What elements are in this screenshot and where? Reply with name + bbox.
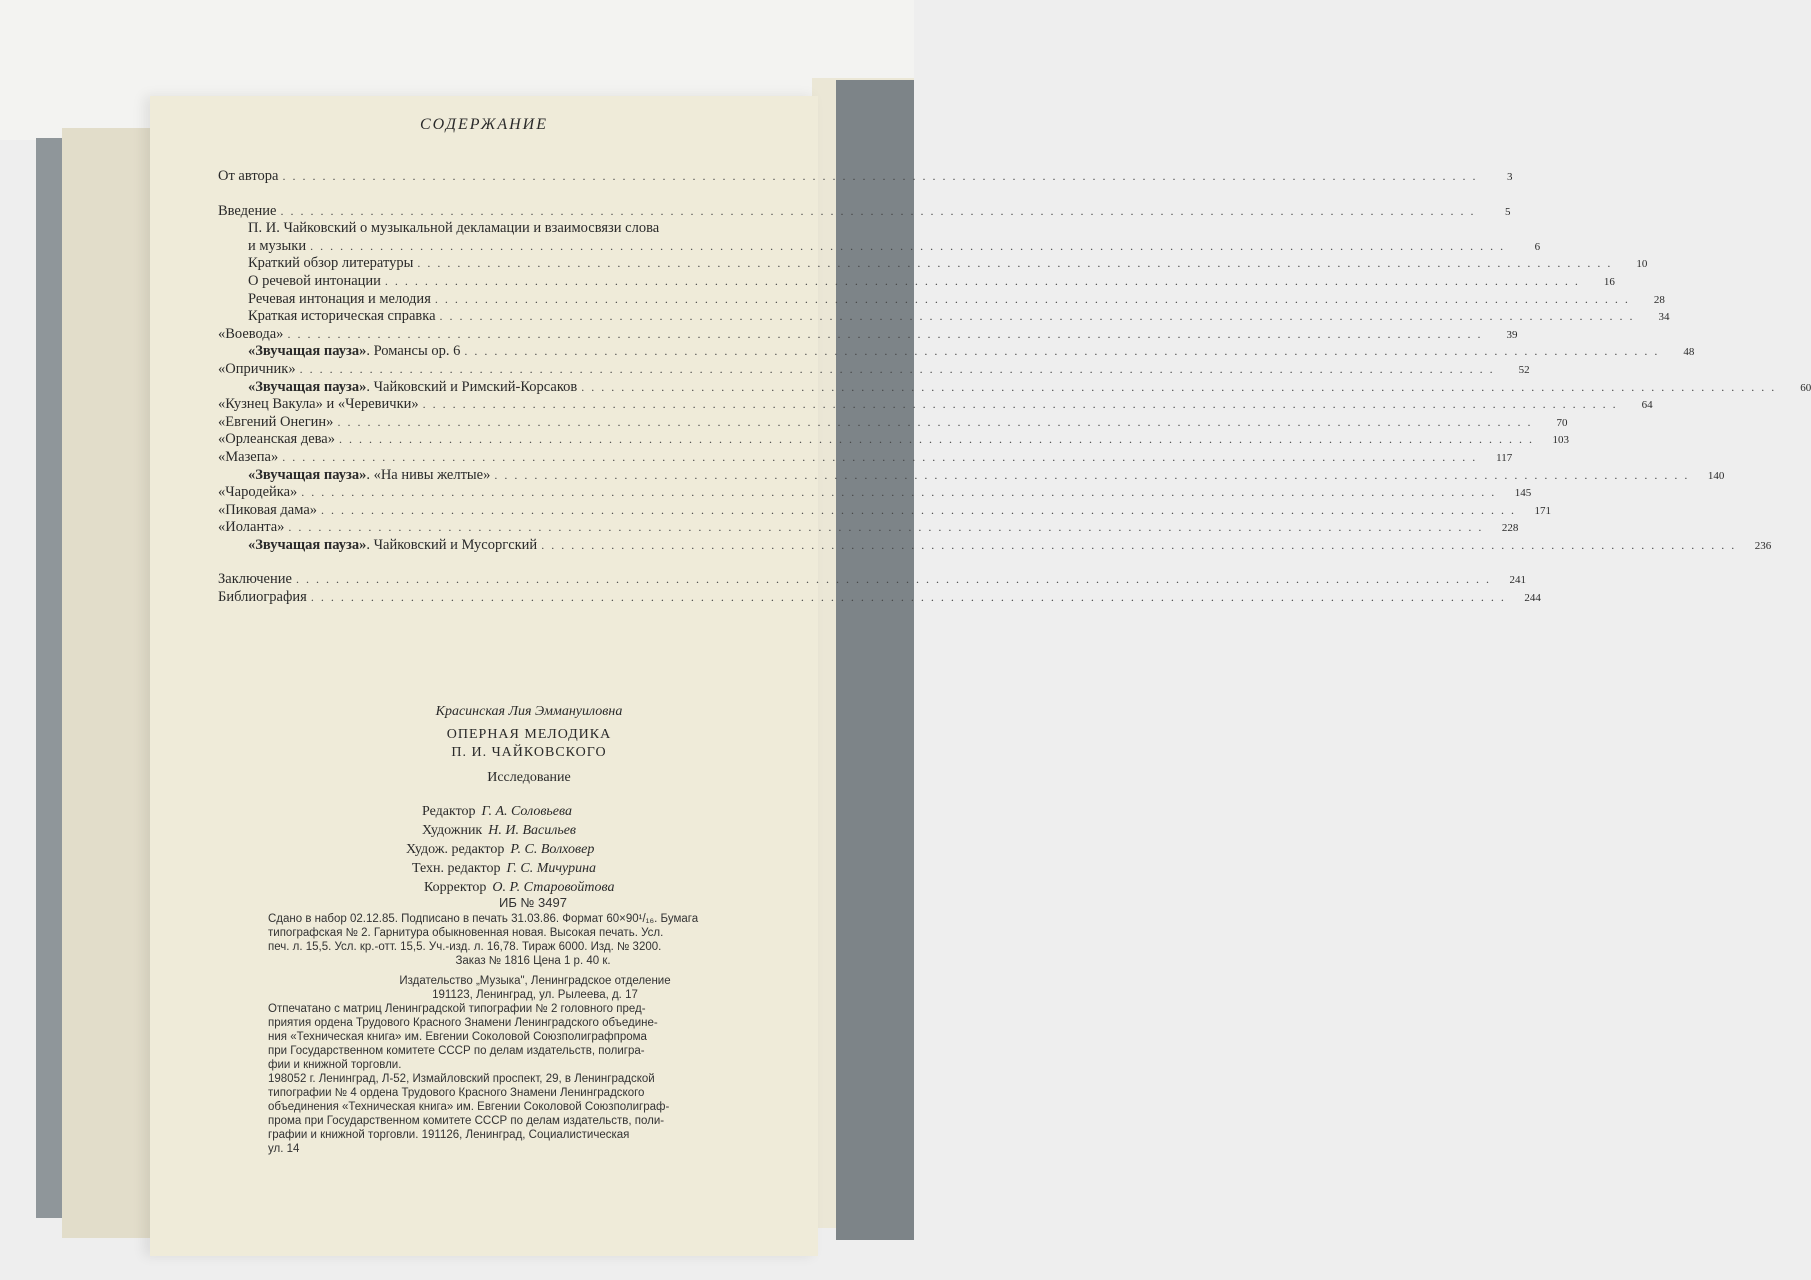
imprint-title-block [150,704,818,786]
publisher-line: 191123, Ленинград, ул. Рылеева, д. 17 [432,989,638,1001]
page-stack-edges [62,128,162,1238]
publisher-line: Издательство „Музыка", Ленинградское отделение [399,975,671,987]
toc-entry [218,519,1519,537]
toc-page-number: 64 [1641,399,1653,412]
toc-entry-title [218,220,659,238]
credits-list [406,802,806,897]
toc-entry-text: «Евгений Онегин» [218,413,334,430]
toc-entry-text: «Опричник» [218,360,296,377]
toc-leader-dots: ........................................................................................................................ [434,291,1635,306]
book-page [150,96,1811,1256]
print-info-line: печ. л. 15,5. Усл. кр.-отт. 15,5. Уч.-изд. л. 16,78. Тираж 6000. Изд. № 3200. [268,941,662,953]
toc-leader-dots: ........................................................................................................................ [287,326,1488,341]
toc-entry-bold-prefix: «Звучащая пауза» [248,536,367,553]
toc-leader-dots: ........................................................................................................................ [541,537,1742,552]
toc-entry-text: Введение [218,202,277,219]
toc-entry-title [218,571,292,589]
toc-page-number: 6 [1534,240,1541,253]
toc-entry-bold-prefix: «Звучащая пауза» [248,378,367,395]
credit-role: Художник [422,823,483,838]
toc-entry-text: «Кузнец Вакула» и «Черевички» [218,396,419,413]
toc-entry-title [218,326,283,344]
toc-page-number: 34 [1658,311,1670,324]
toc-entry [218,290,1665,309]
toc-leader-dots: ........................................................................................................................ [299,361,1500,376]
toc-entry-text: Краткая историческая справка [248,308,436,325]
toc-entry-text: Речевая интонация и мелодия [248,290,431,307]
toc-entry-text: . Чайковский и Римский-Корсаков [366,378,578,395]
toc-entry-title [218,431,335,449]
printing-note-line: 198052 г. Ленинград, Л-52, Измайловский проспект, 29, в Ленинградской [268,1073,655,1085]
toc-page-number: 5 [1504,205,1511,218]
toc-page-number: 52 [1518,363,1530,376]
toc-entry-text: «Мазепа» [218,448,279,465]
toc-entry-text: П. И. Чайковский о музыкальной декламации и взаимосвязи слова [248,220,660,237]
toc-entry-text: . Романсы ор. 6 [366,343,461,360]
printing-note-line: типографии № 4 ордена Трудового Красного Знамени Ленинградского [268,1087,645,1099]
toc-page-number: 228 [1501,522,1519,535]
toc-entry [218,237,1541,256]
toc-entry [218,168,1513,186]
toc-page-number: 10 [1636,258,1648,271]
toc-entry [218,413,1568,432]
toc-title: СОДЕРЖАНИЕ [419,116,549,133]
toc-page-number: 117 [1496,451,1513,464]
table-of-contents [218,168,1811,607]
toc-leader-dots: ........................................................................................................................ [282,169,1483,183]
toc-entry-title [218,537,537,555]
toc-entry-text: . Чайковский и Мусоргский [366,536,538,553]
toc-entry-text: «Чародейка» [218,484,298,501]
toc-leader-dots: ........................................................................................................................ [384,273,1585,288]
toc-leader-dots: ........................................................................................................................ [337,414,1538,429]
toc-entry-title [218,238,306,256]
toc-entry-title [218,589,307,607]
printing-note-line: ул. 14 [268,1143,300,1155]
toc-entry-text: Краткий обзор литературы [248,255,414,272]
toc-entry [218,378,1811,397]
toc-leader-dots: ........................................................................................................................ [494,467,1695,482]
toc-entry [218,501,1552,520]
print-info-line: типографская № 2. Гарнитура обыкновенная новая. Высокая печать. Усл. [268,927,664,939]
printing-notes [268,1002,798,1156]
print-info-line: Сдано в набор 02.12.85. Подписано в печать 31.03.86. Формат 60×90¹/₁₆. Бумага [268,913,699,925]
toc-entry [218,589,1541,607]
toc-leader-dots: ........................................................................................................................ [310,238,1511,253]
credit-row [406,878,806,897]
toc-entry-title [218,168,278,186]
toc-leader-dots: ........................................................................................................................ [280,203,1481,218]
printing-note-line: ния «Техническая книга» им. Евгении Соколовой Союзполиграфпрома [268,1031,647,1043]
print-info-line: Заказ № 1816 Цена 1 р. 40 к. [455,955,611,967]
printing-note-line: объединения «Техническая книга» им. Евгении Соколовой Союзполиграф- [268,1101,670,1113]
toc-entry-title [218,414,333,432]
toc-entry [218,536,1772,555]
toc-entry [218,220,798,238]
toc-page-number: 244 [1524,592,1541,605]
toc-entry [218,571,1526,589]
toc-entry-title [218,273,381,291]
printing-note-line: Отпечатано с матриц Ленинградской типографии № 2 головного пред- [268,1003,646,1015]
toc-entry [218,272,1615,291]
toc-entry [218,308,1670,326]
toc-entry-title [218,519,284,537]
toc-entry-title [218,484,297,502]
credit-name: О. Р. Старовойтова [492,880,615,895]
credit-name: Г. А. Соловьева [481,804,572,819]
toc-leader-dots: ........................................................................................................................ [581,379,1782,394]
print-info [268,912,798,968]
toc-entry-bold-prefix: «Звучащая пауза» [248,343,367,360]
toc-leader-dots: ........................................................................................................................ [282,449,1483,464]
toc-page-number: 236 [1754,539,1772,552]
toc-entry-text: «Иоланта» [218,519,285,536]
toc-entry-text: «Воевода» [218,325,284,342]
toc-entry [218,448,1513,467]
toc-page-number: 3 [1506,171,1513,183]
toc-leader-dots: ........................................................................................................................ [439,309,1640,324]
toc-entry-text: Заключение [218,571,292,588]
toc-page-number: 103 [1552,434,1569,447]
ib-number: ИБ № 3497 [499,895,567,910]
printing-note-line: прома при Государственном комитете СССР по делам издательств, поли- [268,1115,665,1127]
toc-page-number: 70 [1556,416,1568,429]
toc-page-number: 171 [1534,504,1552,517]
credit-row [406,802,806,821]
toc-entry-title [218,379,577,397]
toc-entry-title [218,203,276,221]
credit-name: Г. С. Мичурина [506,861,597,876]
author-name: Красинская Лия Эммануиловна [435,704,623,719]
credit-role: Худож. редактор [406,842,505,857]
toc-entry-text: О речевой интонации [248,272,381,289]
toc-entry-title [218,449,278,467]
toc-entry [218,343,1695,361]
credit-role: Корректор [424,880,487,895]
toc-leader-dots: ........................................................................................................................ [321,502,1522,517]
book-genre: Исследование [487,770,571,785]
toc-entry [218,466,1725,485]
toc-entry-title [218,291,431,309]
toc-entry [218,255,1648,273]
toc-leader-dots: ........................................................................................................................ [338,432,1539,447]
toc-leader-dots: ........................................................................................................................ [464,344,1665,359]
toc-page-number: 39 [1506,328,1518,341]
toc-entry-title [218,502,317,520]
publisher-info [270,974,800,1002]
toc-page-number: 16 [1603,275,1615,288]
toc-entry-title [218,396,419,414]
toc-leader-dots: ........................................................................................................................ [288,520,1489,535]
toc-leader-dots: ........................................................................................................................ [417,256,1618,271]
toc-entry-text: «Орлеанская дева» [218,431,335,448]
toc-entry-title [218,255,413,273]
toc-entry-title [218,308,436,326]
toc-leader-dots: ........................................................................................................................ [295,572,1496,587]
toc-entry [218,202,1511,221]
printing-note-line: фии и книжной торговли. [268,1059,402,1071]
toc-entry-text: Библиография [218,589,307,606]
toc-leader-dots: ........................................................................................................................ [310,590,1511,605]
credit-row [406,840,806,859]
toc-page-number: 241 [1509,574,1526,587]
toc-leader-dots: ........................................................................................................................ [301,485,1502,500]
printing-note-line: графии и книжной торговли. 191126, Ленинград, Социалистическая [268,1129,630,1141]
printing-note-line: при Государственном комитете СССР по делам издательств, полигра- [268,1045,645,1057]
toc-page-number: 48 [1683,346,1695,359]
toc-entry-text: и музыки [248,237,307,254]
toc-page-number: 60 [1800,381,1811,394]
toc-entry-title [218,343,460,361]
credit-row [406,821,806,840]
toc-entry-title [218,467,490,485]
toc-entry [218,484,1532,502]
toc-entry-text: . «На нивы желтые» [366,466,491,483]
toc-leader-dots: ........................................................................................................................ [422,397,1623,412]
toc-entry-bold-prefix: «Звучащая пауза» [248,466,367,483]
credit-row [406,859,806,878]
toc-entry [218,325,1518,344]
credit-name: Н. И. Васильев [488,823,576,838]
credit-name: Р. С. Волховер [510,842,595,857]
toc-page-number: 140 [1707,469,1725,482]
credit-role: Редактор [422,804,476,819]
toc-entry [218,431,1569,449]
book-title-line2: П. И. ЧАЙКОВСКОГО [451,745,607,760]
book-title-line1: ОПЕРНАЯ МЕЛОДИКА [446,727,612,742]
toc-entry-text: «Пиковая дама» [218,501,318,518]
printing-note-line: приятия ордена Трудового Красного Знамени Ленинградского объедине- [268,1017,658,1029]
toc-entry-text: От автора [218,168,279,184]
credit-role: Техн. редактор [412,861,501,876]
toc-entry [218,360,1530,379]
toc-page-number: 28 [1653,293,1665,306]
toc-page-number: 145 [1514,487,1532,500]
toc-entry-title [218,361,296,379]
toc-entry [218,396,1653,414]
